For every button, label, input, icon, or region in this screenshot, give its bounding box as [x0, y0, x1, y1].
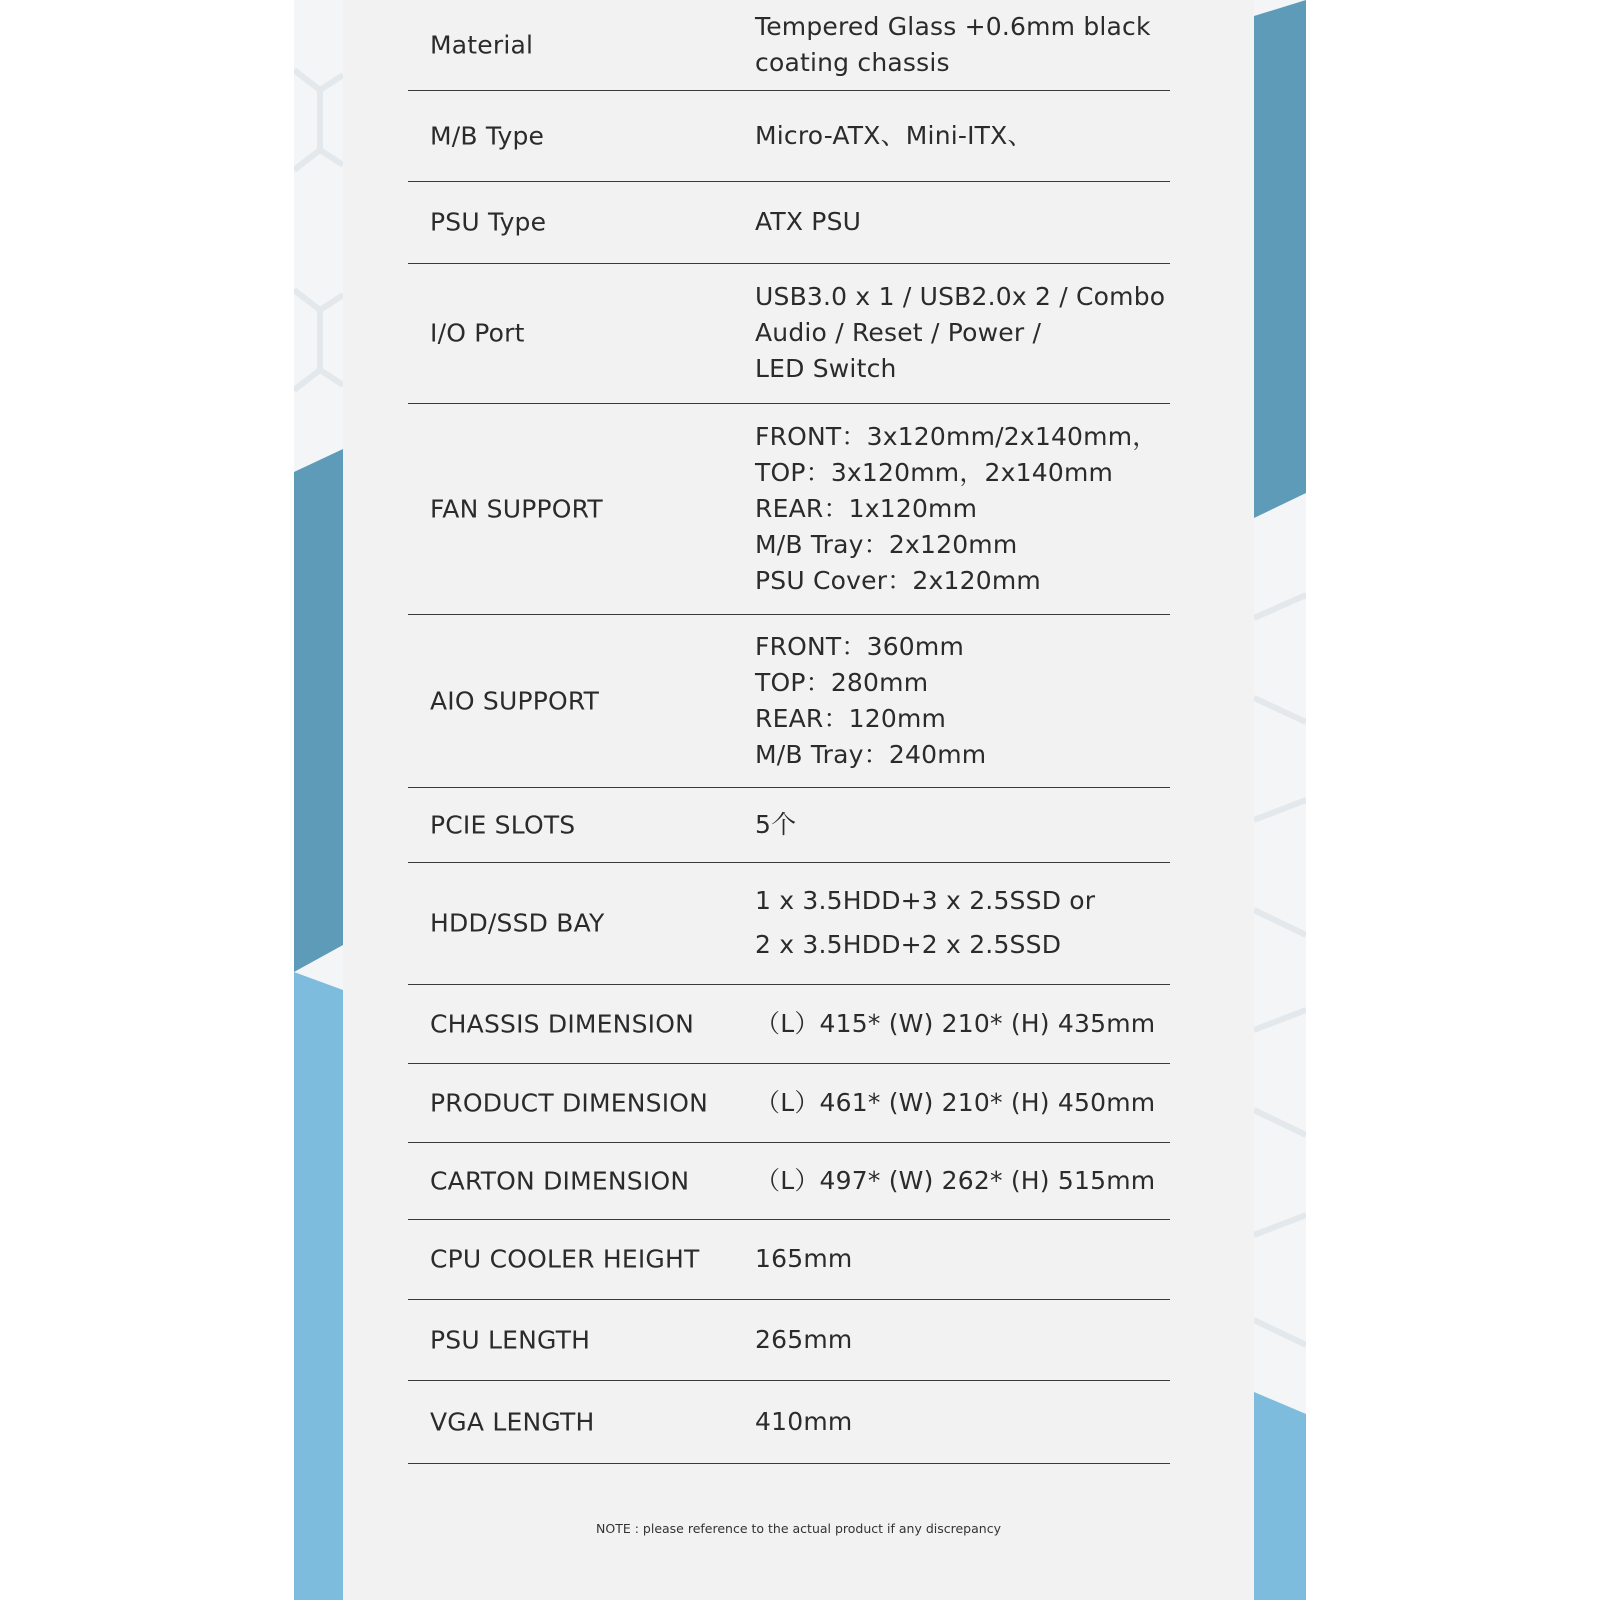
spec-row — [408, 404, 1170, 615]
spec-label: CPU COOLER HEIGHT — [430, 1244, 700, 1274]
spec-row — [408, 91, 1170, 182]
spec-value — [755, 1241, 1165, 1277]
spec-label: PSU LENGTH — [430, 1325, 591, 1355]
spec-value-line: （L）497* (W) 262* (H) 515mm — [755, 1165, 1156, 1195]
spec-row — [408, 615, 1170, 788]
spec-label: PSU Type — [430, 207, 547, 237]
hexagon-pattern — [294, 70, 343, 390]
spec-label: PRODUCT DIMENSION — [430, 1088, 709, 1118]
spec-value-line: USB3.0 x 1 / USB2.0x 2 / Combo — [755, 282, 1166, 312]
spec-value-line: Micro-ATX、Mini-ITX、 — [755, 120, 1033, 150]
spec-value — [755, 807, 1165, 843]
spec-label: PCIE SLOTS — [430, 810, 576, 840]
spec-value — [755, 279, 1165, 387]
spec-label: Material — [430, 30, 534, 60]
spec-value-line: M/B Tray：240mm — [755, 739, 987, 769]
spec-value-line: FRONT：360mm — [755, 631, 965, 661]
spec-label: VGA LENGTH — [430, 1407, 595, 1437]
spec-value — [755, 9, 1165, 81]
spec-label: CARTON DIMENSION — [430, 1166, 690, 1196]
spec-value-line: 5个 — [755, 809, 797, 839]
right-decorative-panel — [1254, 0, 1306, 1600]
spec-label: M/B Type — [430, 121, 545, 151]
hexagon-pattern — [1254, 595, 1306, 1345]
spec-value-line: LED Switch — [755, 354, 897, 384]
spec-row — [408, 182, 1170, 264]
spec-value-line: Tempered Glass +0.6mm black — [755, 11, 1151, 41]
spec-value — [755, 1163, 1165, 1199]
spec-value-line: PSU Cover：2x120mm — [755, 565, 1041, 595]
spec-value-line: TOP：3x120mm，2x140mm — [755, 457, 1114, 487]
spec-label: FAN SUPPORT — [430, 494, 603, 524]
spec-value-line: coating chassis — [755, 47, 950, 77]
spec-row — [408, 1381, 1170, 1464]
spec-value-line: 2 x 3.5HDD+2 x 2.5SSD — [755, 930, 1062, 960]
spec-value — [755, 419, 1165, 599]
spec-value-line: （L）415* (W) 210* (H) 435mm — [755, 1008, 1156, 1038]
spec-row — [408, 1220, 1170, 1300]
spec-row — [408, 788, 1170, 863]
spec-value-line: M/B Tray：2x120mm — [755, 529, 1018, 559]
spec-value-line: 410mm — [755, 1406, 853, 1436]
spec-label: AIO SUPPORT — [430, 686, 600, 716]
spec-label: CHASSIS DIMENSION — [430, 1009, 694, 1039]
spec-value — [755, 879, 1165, 967]
disclaimer-note: NOTE : please reference to the actual product if any discrepancy — [596, 1521, 1001, 1536]
right-decor-graphic — [1254, 0, 1306, 1600]
spec-value-line: 165mm — [755, 1244, 853, 1274]
spec-value-line: 1 x 3.5HDD+3 x 2.5SSD or — [755, 886, 1096, 916]
spec-row — [408, 985, 1170, 1064]
spec-row — [408, 863, 1170, 985]
spec-label: HDD/SSD BAY — [430, 908, 605, 938]
spec-value-line: （L）461* (W) 210* (H) 450mm — [755, 1087, 1156, 1117]
spec-value — [755, 1404, 1165, 1440]
dark-blue-band — [1254, 0, 1306, 518]
spec-value — [755, 1085, 1165, 1121]
spec-value-line: Audio / Reset / Power / — [755, 318, 1042, 348]
spec-row — [408, 0, 1170, 91]
spec-label: I/O Port — [430, 318, 525, 348]
spec-value-line: FRONT：3x120mm/2x140mm， — [755, 421, 1158, 451]
light-blue-band — [1254, 1392, 1306, 1600]
left-decor-graphic — [294, 0, 343, 1600]
light-blue-band — [294, 972, 343, 1600]
spec-table-sheet — [343, 0, 1254, 1600]
spec-value — [755, 629, 1165, 773]
spec-value-line: 265mm — [755, 1324, 853, 1354]
spec-value-line: REAR：1x120mm — [755, 493, 978, 523]
spec-row — [408, 1300, 1170, 1381]
spec-row — [408, 1064, 1170, 1143]
spec-value-line: REAR：120mm — [755, 703, 947, 733]
spec-value-line: ATX PSU — [755, 207, 862, 237]
left-decorative-panel — [294, 0, 343, 1600]
spec-value — [755, 118, 1165, 154]
spec-value — [755, 1322, 1165, 1358]
spec-row — [408, 1143, 1170, 1220]
spec-value-line: TOP：280mm — [755, 667, 929, 697]
dark-blue-band — [294, 449, 343, 972]
spec-row — [408, 264, 1170, 404]
spec-value — [755, 204, 1165, 240]
spec-value — [755, 1006, 1165, 1042]
